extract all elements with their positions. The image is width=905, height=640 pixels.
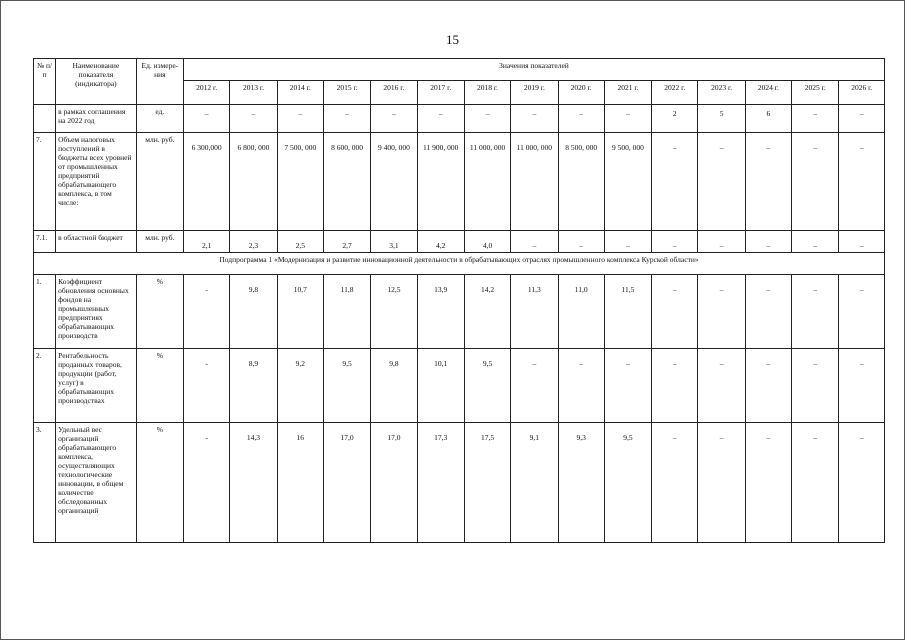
value-cell: – <box>511 349 558 423</box>
value-cell: 14,2 <box>464 275 510 349</box>
value-cell: – <box>839 349 885 423</box>
row-num: 7.1. <box>34 231 56 253</box>
value-cell: – <box>558 231 604 253</box>
value-cell: 4,2 <box>417 231 464 253</box>
header-num: № п/п <box>34 59 56 105</box>
value-cell: – <box>839 275 885 349</box>
value-cell: 11 000, 000 <box>511 133 558 231</box>
row-name: в рамках соглашения на 2022 год <box>56 105 137 133</box>
value-cell: 2,3 <box>230 231 277 253</box>
year-header: 2019 г. <box>511 81 558 105</box>
value-cell: – <box>417 105 464 133</box>
value-cell: 17,3 <box>417 423 464 543</box>
value-cell: 12,5 <box>371 275 417 349</box>
row-num: 7. <box>34 133 56 231</box>
header-values-title: Значения показателей <box>184 59 885 81</box>
value-cell: – <box>792 133 839 231</box>
value-cell: – <box>604 349 651 423</box>
value-cell: – <box>698 349 745 423</box>
value-cell: – <box>792 349 839 423</box>
value-cell: – <box>839 423 885 543</box>
value-cell: – <box>604 231 651 253</box>
value-cell: – <box>745 349 791 423</box>
page-number: 15 <box>446 32 459 47</box>
value-cell: – <box>792 231 839 253</box>
value-cell: 9,3 <box>558 423 604 543</box>
value-cell: – <box>558 105 604 133</box>
value-cell: - <box>184 275 230 349</box>
value-cell: 7 500, 000 <box>277 133 323 231</box>
value-cell: 11,8 <box>323 275 370 349</box>
value-cell: – <box>652 349 698 423</box>
value-cell: – <box>604 105 651 133</box>
value-cell: 5 <box>698 105 745 133</box>
year-header: 2021 г. <box>604 81 651 105</box>
row-name: в областной бюджет <box>56 231 137 253</box>
year-header: 2024 г. <box>745 81 791 105</box>
row-name: Коэффициент обновления основных фондов на промышленных предприятиях обрабатывающих производств <box>56 275 137 349</box>
value-cell: – <box>511 231 558 253</box>
value-cell: 13,9 <box>417 275 464 349</box>
value-cell: 17,0 <box>323 423 370 543</box>
value-cell: 17,0 <box>371 423 417 543</box>
row-num: 1. <box>34 275 56 349</box>
value-cell: – <box>323 105 370 133</box>
value-cell: – <box>745 423 791 543</box>
table-row <box>34 133 885 231</box>
row-unit: % <box>136 423 183 543</box>
year-header: 2013 г. <box>230 81 277 105</box>
value-cell: – <box>277 105 323 133</box>
value-cell: 11,3 <box>511 275 558 349</box>
subprogram-title: Подпрограмма 1 «Модернизация и развитие инновационной деятельности в обрабатывающих отраслях промышленного комплекса Курской области» <box>34 253 885 275</box>
value-cell: – <box>839 231 885 253</box>
subprogram-row <box>34 253 885 275</box>
value-cell: 2,7 <box>323 231 370 253</box>
header-name: Наименование показателя (индикатора) <box>56 59 137 105</box>
value-cell: – <box>230 105 277 133</box>
value-cell: – <box>698 275 745 349</box>
value-cell: – <box>792 105 839 133</box>
row-num <box>34 105 56 133</box>
row-num: 3. <box>34 423 56 543</box>
value-cell: - <box>184 423 230 543</box>
indicators-table <box>33 58 885 543</box>
row-num: 2. <box>34 349 56 423</box>
value-cell: – <box>371 105 417 133</box>
value-cell: 9 400, 000 <box>371 133 417 231</box>
year-header: 2022 г. <box>652 81 698 105</box>
table-header <box>34 59 885 105</box>
value-cell: 11 900, 000 <box>417 133 464 231</box>
value-cell: 3,1 <box>371 231 417 253</box>
row-unit: % <box>136 349 183 423</box>
value-cell: 2 <box>652 105 698 133</box>
table-row <box>34 423 885 543</box>
value-cell: – <box>652 231 698 253</box>
value-cell: 2,1 <box>184 231 230 253</box>
year-header: 2025 г. <box>792 81 839 105</box>
value-cell: – <box>558 349 604 423</box>
value-cell: 17,5 <box>464 423 510 543</box>
row-unit: ед. <box>136 105 183 133</box>
value-cell: 9,5 <box>323 349 370 423</box>
value-cell: – <box>745 275 791 349</box>
table-row <box>34 105 885 133</box>
value-cell: 6 300,000 <box>184 133 230 231</box>
value-cell: 9,2 <box>277 349 323 423</box>
year-header: 2026 г. <box>839 81 885 105</box>
value-cell: – <box>839 105 885 133</box>
value-cell: 2,5 <box>277 231 323 253</box>
value-cell: – <box>698 133 745 231</box>
value-cell: 14,3 <box>230 423 277 543</box>
year-header: 2016 г. <box>371 81 417 105</box>
year-header: 2023 г. <box>698 81 745 105</box>
value-cell: - <box>184 349 230 423</box>
value-cell: 9 500, 000 <box>604 133 651 231</box>
value-cell: 10,1 <box>417 349 464 423</box>
value-cell: 9,8 <box>230 275 277 349</box>
table-body <box>34 105 885 543</box>
value-cell: 8,9 <box>230 349 277 423</box>
year-header: 2012 г. <box>184 81 230 105</box>
value-cell: 9,8 <box>371 349 417 423</box>
value-cell: – <box>652 423 698 543</box>
year-header: 2014 г. <box>277 81 323 105</box>
table-row <box>34 349 885 423</box>
value-cell: – <box>652 275 698 349</box>
value-cell: – <box>745 231 791 253</box>
value-cell: 8 600, 000 <box>323 133 370 231</box>
row-unit: % <box>136 275 183 349</box>
year-header: 2017 г. <box>417 81 464 105</box>
value-cell: – <box>792 275 839 349</box>
row-unit: млн. руб. <box>136 231 183 253</box>
value-cell: 10,7 <box>277 275 323 349</box>
value-cell: 6 800, 000 <box>230 133 277 231</box>
value-cell: – <box>464 105 510 133</box>
row-name: Рентабельность проданных товаров, продукции (работ, услуг) в обрабатывающих производствах <box>56 349 137 423</box>
value-cell: 11 000, 000 <box>464 133 510 231</box>
value-cell: 6 <box>745 105 791 133</box>
value-cell: – <box>652 133 698 231</box>
value-cell: 9,5 <box>464 349 510 423</box>
value-cell: 11,5 <box>604 275 651 349</box>
value-cell: – <box>839 133 885 231</box>
value-cell: 8 500, 000 <box>558 133 604 231</box>
table-row <box>34 275 885 349</box>
table-row <box>34 231 885 253</box>
value-cell: 9,1 <box>511 423 558 543</box>
row-name: Объем налоговых поступлений в бюджеты всех уровней от промышленных предприятий обрабатывающего комплекса, в том числе: <box>56 133 137 231</box>
value-cell: – <box>511 105 558 133</box>
value-cell: – <box>792 423 839 543</box>
row-unit: млн. руб. <box>136 133 183 231</box>
value-cell: – <box>698 423 745 543</box>
value-cell: 9,5 <box>604 423 651 543</box>
year-header: 2015 г. <box>323 81 370 105</box>
value-cell: 4,0 <box>464 231 510 253</box>
year-header: 2018 г. <box>464 81 510 105</box>
value-cell: – <box>698 231 745 253</box>
value-cell: – <box>184 105 230 133</box>
value-cell: 16 <box>277 423 323 543</box>
value-cell: 11,0 <box>558 275 604 349</box>
value-cell: – <box>745 133 791 231</box>
year-header: 2020 г. <box>558 81 604 105</box>
header-unit: Ед. измере-ния <box>136 59 183 105</box>
row-name: Удельный вес организаций обрабатывающего комплекса, осуществляющих технологические инновации, в общем количестве обследованных организаций <box>56 423 137 543</box>
